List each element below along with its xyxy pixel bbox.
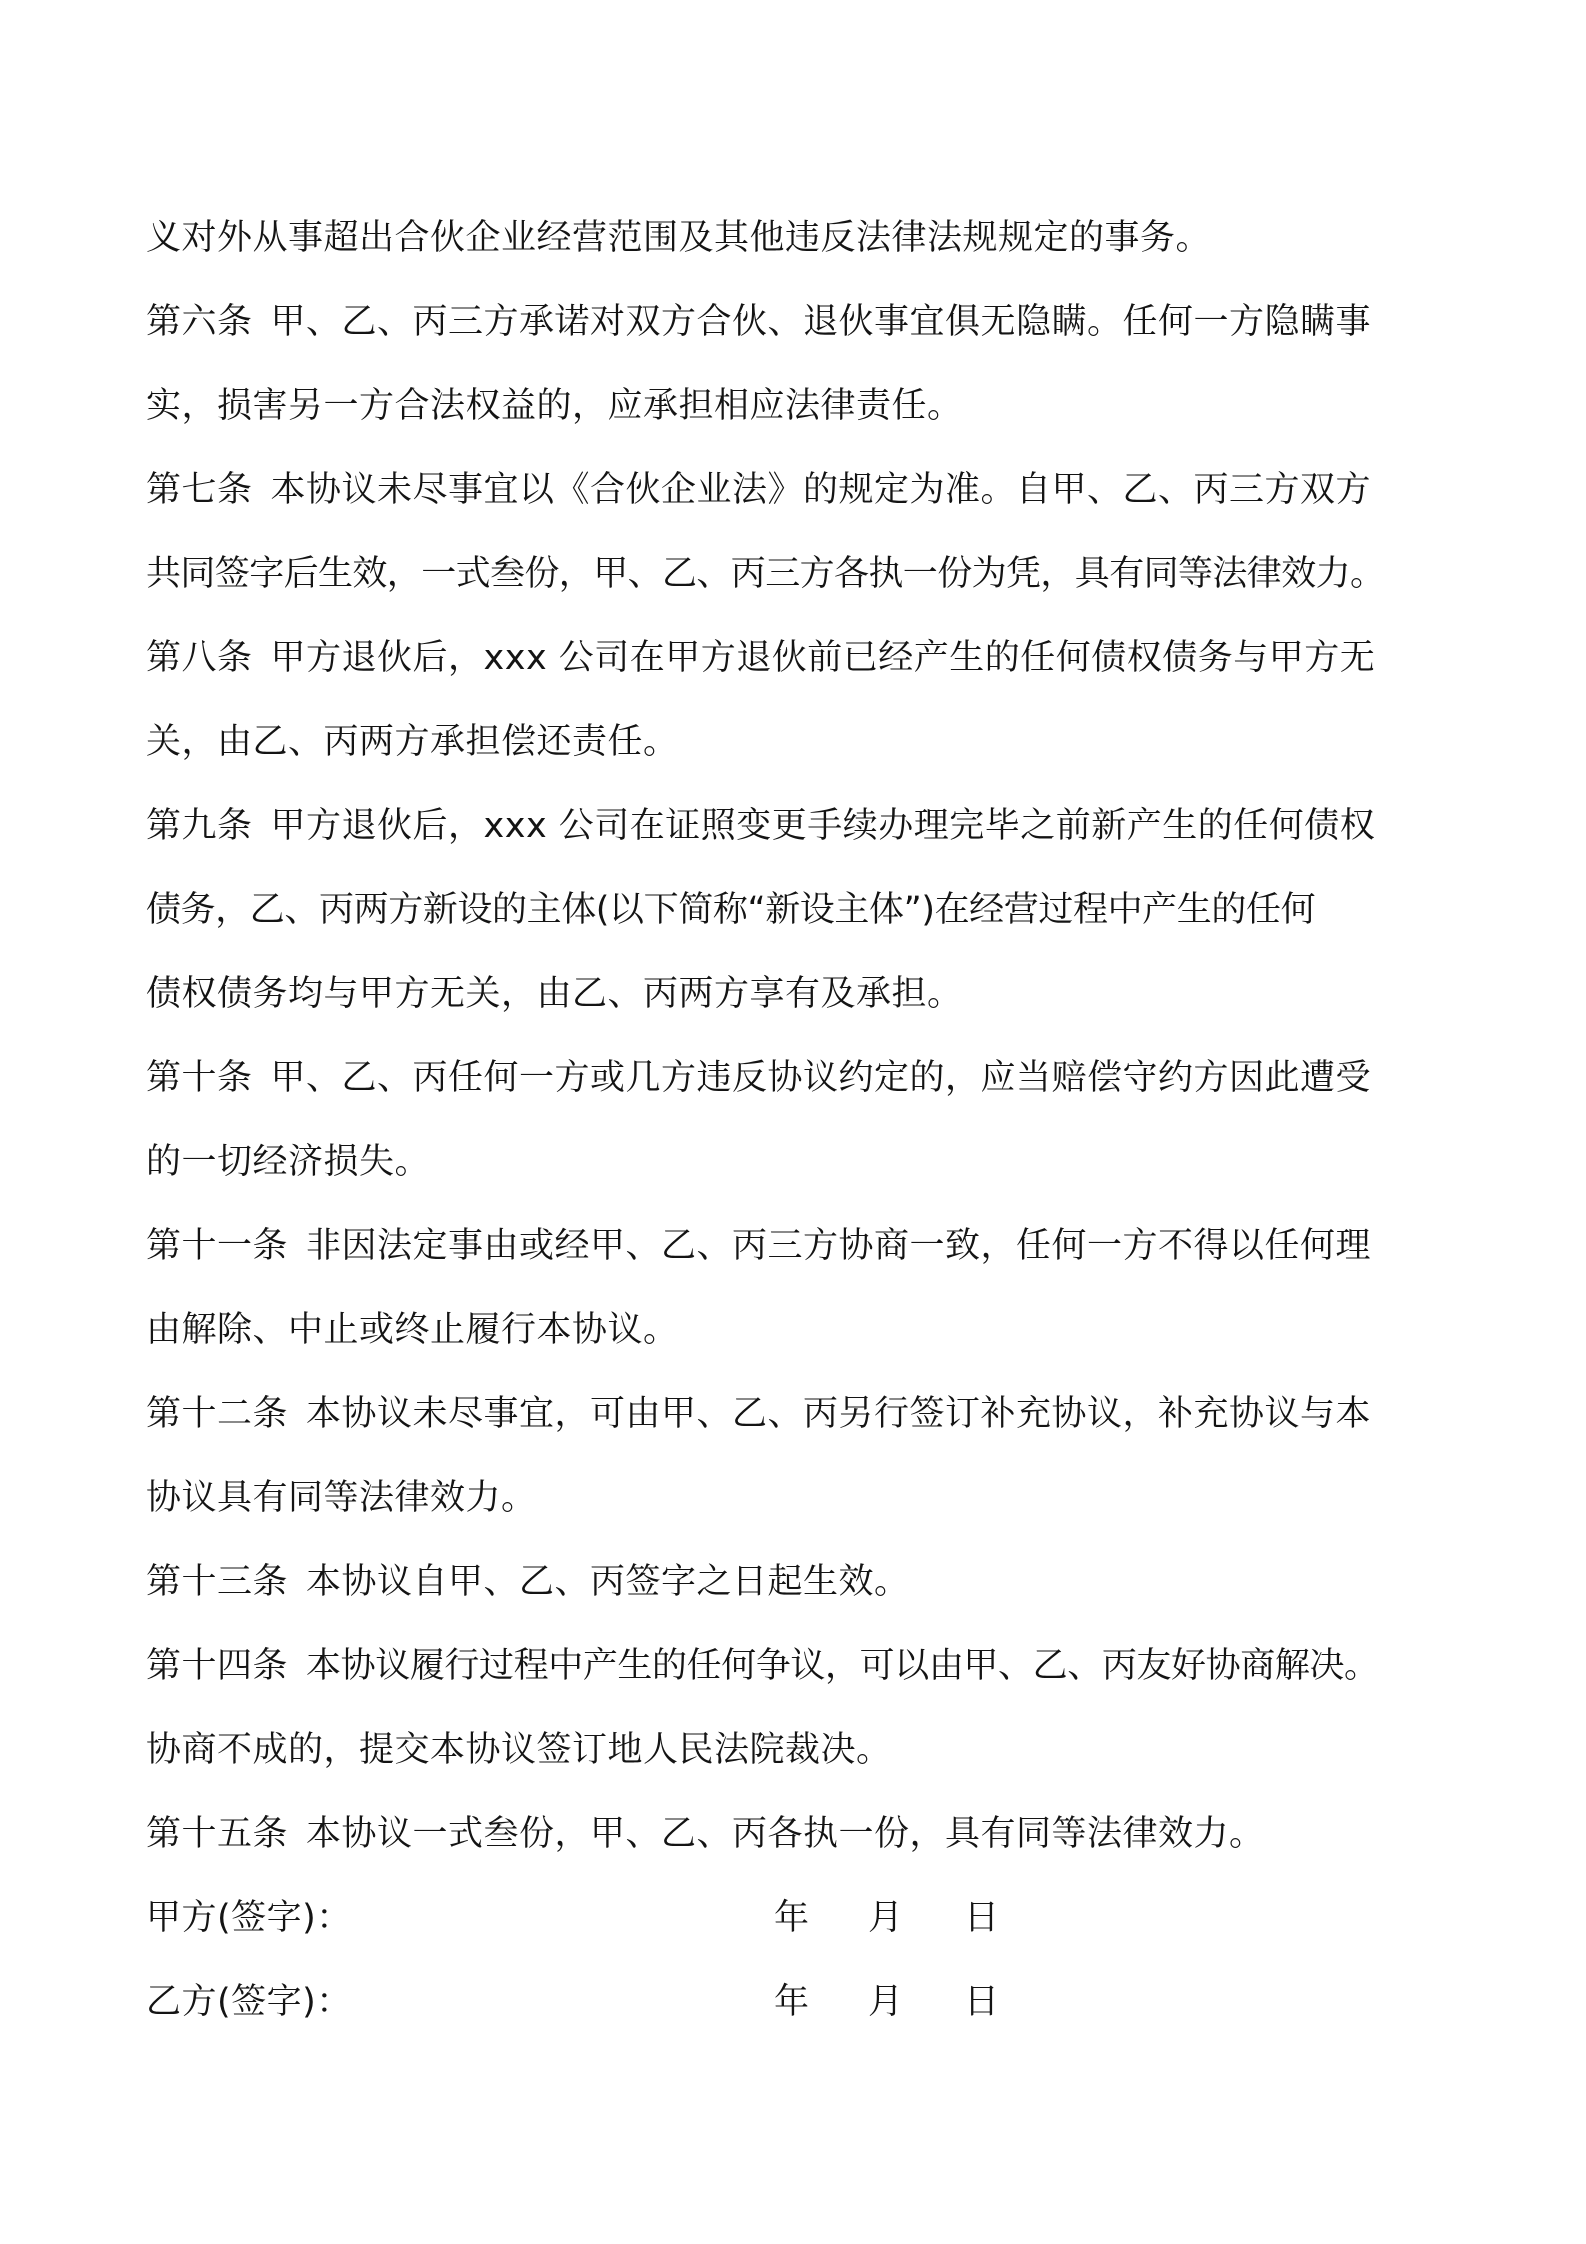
signature-label: 乙方(签字)： bbox=[146, 1982, 352, 2022]
intro-line bbox=[146, 196, 1446, 280]
date-year-label: 年 bbox=[774, 1898, 810, 1938]
signature-label: 甲方(签字)： bbox=[146, 1898, 352, 1938]
clause-6-cont bbox=[146, 364, 1446, 448]
date-day-label: 日 bbox=[964, 1898, 1000, 1938]
date-month-label: 月 bbox=[868, 1898, 904, 1938]
clause-12-cont bbox=[146, 1456, 1446, 1540]
clause-10-cont bbox=[146, 1120, 1446, 1204]
clause-text: 共同签字后生效，一式叁份，甲、乙、丙三方各执一份为凭，具有同等法律效力。 bbox=[146, 554, 1385, 594]
clause-9 bbox=[146, 784, 1446, 868]
date-month-label: 月 bbox=[868, 1982, 904, 2022]
clause-11-cont bbox=[146, 1288, 1446, 1372]
clause-14 bbox=[146, 1624, 1446, 1708]
clause-text: 甲、乙、丙三方承诺对双方合伙、退伙事宜俱无隐瞒。任何一方隐瞒事 bbox=[270, 302, 1372, 342]
clause-8 bbox=[146, 616, 1446, 700]
clause-text: 本协议未尽事宜，可由甲、乙、丙另行签订补充协议，补充协议与本 bbox=[306, 1394, 1372, 1434]
clause-text: 非因法定事由或经甲、乙、丙三方协商一致，任何一方不得以任何理 bbox=[306, 1226, 1372, 1266]
clause-text: 甲方退伙后，xxx 公司在证照变更手续办理完毕之前新产生的任何债权 bbox=[270, 806, 1376, 846]
clause-9-cont bbox=[146, 868, 1446, 952]
clause-text: 实，损害另一方合法权益的，应承担相应法律责任。 bbox=[146, 386, 963, 426]
clause-text: 债权债务均与甲方无关，由乙、丙两方享有及承担。 bbox=[146, 974, 963, 1014]
clause-text: 关，由乙、丙两方承担偿还责任。 bbox=[146, 722, 679, 762]
clause-8-cont bbox=[146, 700, 1446, 784]
clause-text: 本协议一式叁份，甲、乙、丙各执一份，具有同等法律效力。 bbox=[306, 1814, 1265, 1854]
clause-11 bbox=[146, 1204, 1446, 1288]
clause-15 bbox=[146, 1792, 1446, 1876]
clause-text: 协商不成的，提交本协议签订地人民法院裁决。 bbox=[146, 1730, 892, 1770]
clause-heading: 第十二条 bbox=[146, 1394, 289, 1434]
clause-heading: 第十条 bbox=[146, 1058, 253, 1098]
signature-row-party-b bbox=[146, 1960, 1446, 2044]
clause-heading: 第十三条 bbox=[146, 1562, 289, 1602]
clause-heading: 第十五条 bbox=[146, 1814, 289, 1854]
clause-14-cont bbox=[146, 1708, 1446, 1792]
clause-heading: 第八条 bbox=[146, 638, 253, 678]
clause-7 bbox=[146, 448, 1446, 532]
clause-heading: 第十四条 bbox=[146, 1646, 289, 1686]
agreement-body bbox=[146, 196, 1446, 2044]
clause-text: 甲方退伙后，xxx 公司在甲方退伙前已经产生的任何债权债务与甲方无 bbox=[270, 638, 1376, 678]
signature-row-party-a bbox=[146, 1876, 1446, 1960]
clause-13 bbox=[146, 1540, 1446, 1624]
clause-text: 协议具有同等法律效力。 bbox=[146, 1478, 537, 1518]
clause-text: 本协议履行过程中产生的任何争议，可以由甲、乙、丙友好协商解决。 bbox=[306, 1646, 1379, 1686]
date-day-label: 日 bbox=[964, 1982, 1000, 2022]
clause-heading: 第七条 bbox=[146, 470, 253, 510]
clause-12 bbox=[146, 1372, 1446, 1456]
date-year-label: 年 bbox=[774, 1982, 810, 2022]
clause-heading: 第九条 bbox=[146, 806, 253, 846]
clause-text: 由解除、中止或终止履行本协议。 bbox=[146, 1310, 679, 1350]
clause-text: 本协议未尽事宜以《合伙企业法》的规定为准。自甲、乙、丙三方双方 bbox=[270, 470, 1372, 510]
clause-7-cont bbox=[146, 532, 1446, 616]
clause-heading: 第六条 bbox=[146, 302, 253, 342]
clause-6 bbox=[146, 280, 1446, 364]
clause-9-cont bbox=[146, 952, 1446, 1036]
clause-heading: 第十一条 bbox=[146, 1226, 289, 1266]
clause-text: 债务，乙、丙两方新设的主体(以下简称“新设主体”)在经营过程中产生的任何 bbox=[146, 890, 1316, 930]
clause-text: 本协议自甲、乙、丙签字之日起生效。 bbox=[306, 1562, 910, 1602]
intro-text: 义对外从事超出合伙企业经营范围及其他违反法律法规规定的事务。 bbox=[146, 218, 1212, 258]
clause-text: 的一切经济损失。 bbox=[146, 1142, 431, 1182]
clause-10 bbox=[146, 1036, 1446, 1120]
clause-text: 甲、乙、丙任何一方或几方违反协议约定的，应当赔偿守约方因此遭受 bbox=[270, 1058, 1372, 1098]
